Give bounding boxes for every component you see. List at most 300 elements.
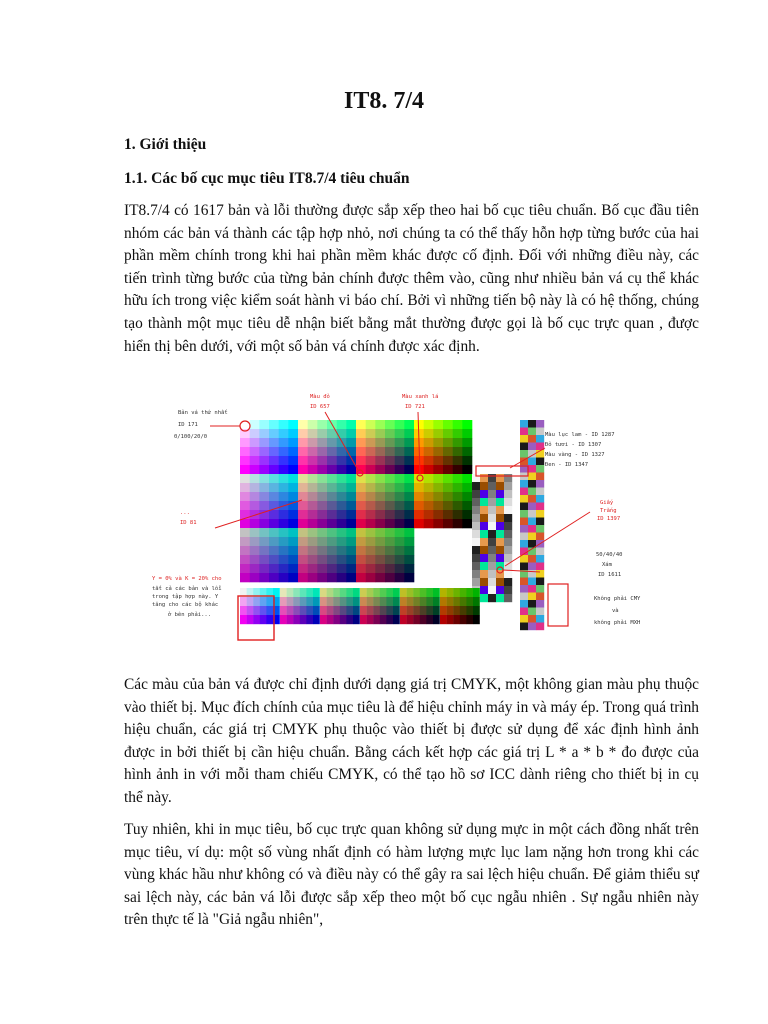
strip-patch [536,510,544,518]
gray-patch [472,578,480,586]
color-patch [366,474,376,483]
bottom-patch [333,606,340,615]
bottom-patch [313,606,320,615]
color-patch [269,492,279,501]
bottom-patch [367,597,374,606]
color-patch [346,537,356,546]
color-patch [279,447,289,456]
color-patch [375,438,385,447]
bottom-patch [460,615,467,624]
color-patch [259,456,269,465]
color-patch [424,447,434,456]
color-patch [375,537,385,546]
strip-patch [520,593,528,601]
color-patch [259,474,269,483]
color-patch [308,510,318,519]
color-patch [250,510,260,519]
strip-patch [520,450,528,458]
gray-patch [504,546,512,554]
color-patch [404,537,414,546]
label-white: Trắng [600,508,617,514]
color-patch [259,438,269,447]
document-title: IT8. 7/4 [343,88,424,114]
color-patch [288,546,298,555]
label-red: Màu đỏ [310,394,330,400]
bottom-patch [426,615,433,624]
patch-set [356,528,414,582]
bottom-patch [453,606,460,615]
label-yellow: Màu vàng - ID 1327 [545,452,605,458]
color-patch [395,420,405,429]
color-patch [298,420,308,429]
color-patch [404,555,414,564]
color-patch [240,465,250,474]
color-patch [269,429,279,438]
color-patch [462,456,472,465]
color-patch [395,564,405,573]
gray-patch [480,578,488,586]
color-patch [385,438,395,447]
color-patch [259,546,269,555]
color-patch [385,564,395,573]
gray-patch [480,554,488,562]
gray-patch [488,562,496,570]
color-patch [269,519,279,528]
bottom-patch [247,615,254,624]
bottom-patch [407,606,414,615]
strip-patch [528,420,536,428]
bottom-patch [367,588,374,597]
bottom-patch [340,606,347,615]
bottom-patch [320,615,327,624]
label-id-721: ID 721 [405,404,425,410]
gray-patch [504,594,512,602]
strip-patch [528,585,536,593]
color-patch [240,501,250,510]
gray-patch [472,546,480,554]
bottom-patch [293,615,300,624]
bottom-patch [353,615,360,624]
color-patch [298,564,308,573]
color-patch [375,573,385,582]
color-patch [308,420,318,429]
color-patch [366,564,376,573]
color-patch [404,474,414,483]
color-patch [462,420,472,429]
color-patch [443,501,453,510]
color-patch [404,519,414,528]
strip-patch [536,420,544,428]
color-patch [414,501,424,510]
bottom-patch [460,597,467,606]
patch-set [298,528,356,582]
color-patch [385,465,395,474]
color-patch [317,546,327,555]
color-patch [298,447,308,456]
gray-patch [496,538,504,546]
bottom-patch [447,615,454,624]
color-patch [395,483,405,492]
color-patch [366,420,376,429]
color-patch [337,438,347,447]
color-patch [269,510,279,519]
color-patch [385,483,395,492]
bottom-patch [293,606,300,615]
gray-patch [488,554,496,562]
bottom-patch [240,615,247,624]
bottom-patch [447,597,454,606]
bottom-patch [433,588,440,597]
bottom-patch [433,597,440,606]
strip-patch [520,480,528,488]
bottom-patch [266,597,273,606]
color-patch [366,456,376,465]
color-patch [375,465,385,474]
color-patch [337,528,347,537]
color-patch [279,492,289,501]
color-patch [385,429,395,438]
gray-patch [504,554,512,562]
bottom-patch [440,597,447,606]
color-patch [279,438,289,447]
color-patch [288,465,298,474]
strip-patch [536,465,544,473]
gray-patch [504,498,512,506]
color-patch [298,537,308,546]
strip-patch [520,443,528,451]
color-patch [250,456,260,465]
gray-patch [496,522,504,530]
color-patch [308,465,318,474]
color-patch [462,429,472,438]
color-patch [395,501,405,510]
color-patch [327,501,337,510]
color-patch [259,465,269,474]
color-patch [317,519,327,528]
color-patch [288,528,298,537]
color-patch [317,537,327,546]
color-patch [250,465,260,474]
color-patch [298,510,308,519]
color-patch [346,510,356,519]
bottom-patch [407,588,414,597]
gray-patch [496,554,504,562]
color-patch [250,483,260,492]
gray-patch [488,530,496,538]
color-patch [375,510,385,519]
strip-patch [536,428,544,436]
color-patch [337,555,347,564]
bottom-patch [240,606,247,615]
strip-patch [536,473,544,481]
strip-patch [528,488,536,496]
gray-patch [472,498,480,506]
strip-patch [520,518,528,526]
color-patch [288,564,298,573]
bottom-patch [380,606,387,615]
color-patch [240,564,250,573]
label-note-5: ở bên phải... [168,612,212,618]
color-patch [288,555,298,564]
color-patch [453,492,463,501]
bottom-patch [300,588,307,597]
bottom-patch [460,606,467,615]
bottom-patch [313,588,320,597]
label-not-mxh: không phải MXH [594,620,641,626]
strip-patch [528,600,536,608]
color-patch [298,546,308,555]
bottom-patch [473,615,480,624]
bottom-patch [393,597,400,606]
color-patch [269,528,279,537]
label-id-657: ID 657 [310,404,330,410]
color-patch [240,492,250,501]
color-patch [356,492,366,501]
color-patch [424,519,434,528]
color-patch [443,510,453,519]
color-patch [288,492,298,501]
color-patch [366,546,376,555]
color-patch [298,501,308,510]
color-patch [375,555,385,564]
color-patch [346,465,356,474]
bottom-patch [420,606,427,615]
bottom-patch [447,588,454,597]
bottom-patch [293,588,300,597]
color-patch [279,456,289,465]
label-first-patch: Bản vá thứ nhất [178,410,228,416]
color-patch [356,510,366,519]
color-patch [462,438,472,447]
bottom-patch [466,606,473,615]
color-patch [240,573,250,582]
color-patch [395,492,405,501]
paragraph-2: Các màu của bản vá được chỉ định dưới dạng giá trị CMYK, một không gian màu phụ thuộc vào thiết bị. Mục đích chính của mục tiêu là để hiệu chỉnh máy in và máy ép. Trong quá trình hiệu chuẩn, các giá trị CMYK phụ thuộc vào thiết bị được sử dụng để xác định hình ảnh được in bởi thiết bị cần hiệu chuẩn. Bằng cách kết hợp các giá trị L * a * b * đo được của hình ảnh in với mỗi tham chiếu CMYK, có thể tạo hồ sơ ICC dành riêng cho thiết bị in cụ thể này. [124,676,699,806]
bottom-patch [346,597,353,606]
color-patch [404,564,414,573]
label-note-4: tăng cho các bộ khác [152,602,219,608]
bottom-patch [287,597,294,606]
strip-patch [528,518,536,526]
color-patch [433,447,443,456]
bottom-patch [306,606,313,615]
gray-patch [488,490,496,498]
color-patch [288,420,298,429]
gray-patch [488,498,496,506]
bottom-patch [433,606,440,615]
color-patch [366,438,376,447]
color-patch [269,564,279,573]
color-patch [366,492,376,501]
bottom-patch [453,597,460,606]
color-patch [259,519,269,528]
color-patch [250,519,260,528]
color-patch [308,528,318,537]
bottom-patch [407,615,414,624]
color-patch [308,555,318,564]
color-patch [395,447,405,456]
color-patch [356,537,366,546]
color-patch [433,519,443,528]
bottom-patch [473,606,480,615]
bottom-patch [327,606,334,615]
strip-patch [528,495,536,503]
strip-patch [536,533,544,541]
strip-patch [520,495,528,503]
strip-patch [528,435,536,443]
bottom-patch [340,615,347,624]
color-patch [462,519,472,528]
color-patch [443,438,453,447]
gray-patch [496,514,504,522]
label-id-81: ID 81 [180,520,197,526]
bottom-patch [346,606,353,615]
color-patch [240,555,250,564]
color-patch [298,555,308,564]
color-patch [298,456,308,465]
color-patch [346,483,356,492]
color-patch [356,438,366,447]
color-patch [356,447,366,456]
gray-patch [488,482,496,490]
gray-patch [480,498,488,506]
strip-patch [528,510,536,518]
color-patch [462,501,472,510]
color-patch [366,483,376,492]
gray-patch [472,538,480,546]
bottom-patch [400,615,407,624]
gray-patch [480,586,488,594]
strip-patch [528,623,536,631]
bottom-patch [360,597,367,606]
color-patch [337,510,347,519]
color-patch [356,528,366,537]
patch-set [414,474,472,528]
color-patch [250,438,260,447]
color-patch [385,501,395,510]
color-patch [424,438,434,447]
color-patch [279,528,289,537]
color-patch [443,483,453,492]
color-patch [443,492,453,501]
strip-patch [528,608,536,616]
color-patch [375,546,385,555]
color-patch [250,474,260,483]
gray-patch [472,506,480,514]
color-patch [269,447,279,456]
color-patch [308,492,318,501]
strip-patch [528,555,536,563]
bottom-patch [300,597,307,606]
color-patch [279,429,289,438]
color-patch [250,555,260,564]
color-patch [375,447,385,456]
color-patch [240,474,250,483]
color-patch [433,510,443,519]
color-patch [346,519,356,528]
bottom-patch [287,588,294,597]
strip-patch [520,533,528,541]
color-patch [240,447,250,456]
color-patch [288,438,298,447]
color-patch [375,429,385,438]
label-cmyk-first: 0/100/20/0 [174,434,208,440]
strip-patch [520,600,528,608]
color-patch [395,555,405,564]
color-patch [443,420,453,429]
gray-patch [488,514,496,522]
strip-patch [520,488,528,496]
color-patch [414,492,424,501]
gray-patch [480,530,488,538]
color-patch [240,519,250,528]
strip-patch [520,608,528,616]
label-magenta: Đỏ tươi - ID 1307 [545,442,602,448]
color-patch [337,537,347,546]
color-patch [443,474,453,483]
bottom-patch [313,597,320,606]
color-patch [404,483,414,492]
color-patch [298,519,308,528]
strip-patch [520,435,528,443]
gray-patch [488,594,496,602]
color-patch [366,465,376,474]
bottom-patch [266,606,273,615]
color-patch [308,573,318,582]
color-patch [395,456,405,465]
color-patch [414,465,424,474]
section-heading: 1. Giới thiệu [124,136,207,153]
color-patch [298,492,308,501]
color-patch [395,546,405,555]
color-patch [337,420,347,429]
color-patch [453,429,463,438]
gray-patch [480,562,488,570]
color-patch [453,447,463,456]
color-patch [395,438,405,447]
color-patch [404,456,414,465]
bottom-patch [306,588,313,597]
color-patch [375,564,385,573]
strip-patch [528,563,536,571]
color-patch [366,429,376,438]
strip-patch [536,435,544,443]
strip-patch [528,480,536,488]
bottom-patch [473,597,480,606]
bottom-patch [393,588,400,597]
color-patch [250,429,260,438]
strip-patch [520,420,528,428]
strip-patch [528,428,536,436]
color-patch [327,474,337,483]
strip-patch [528,465,536,473]
bottom-patch [247,606,254,615]
gray-patch [480,538,488,546]
color-patch [317,492,327,501]
bottom-patch [253,606,260,615]
bottom-patch [280,606,287,615]
color-patch [288,429,298,438]
gray-patch [472,522,480,530]
color-patch [288,537,298,546]
callout-line [505,512,590,566]
bottom-patch [300,615,307,624]
color-patch [395,573,405,582]
label-id-1397: ID 1397 [597,516,621,522]
color-patch [443,465,453,474]
gray-patch [504,474,512,482]
bottom-patch [346,615,353,624]
